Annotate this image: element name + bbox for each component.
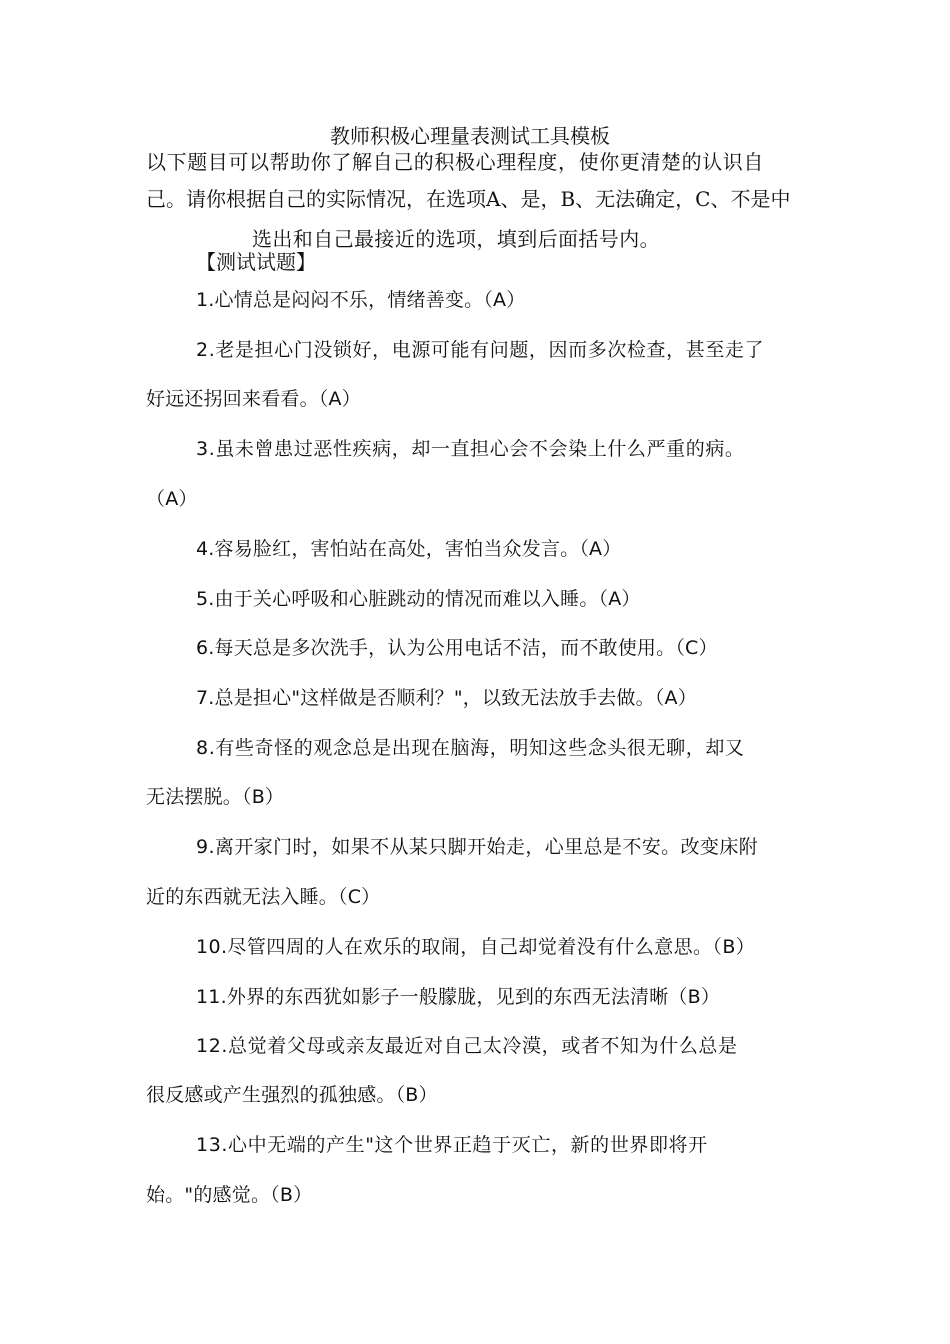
question-11: 11.外界的东西犹如影子一般朦胧，见到的东西无法清晰（B） (196, 986, 721, 1008)
intro-line-1: 以下题目可以帮助你了解自己的积极心理程度，使你更清楚的认识自 (146, 150, 764, 174)
question-2-line-1: 2.老是担心门没锁好，电源可能有问题，因而多次检查，甚至走了 (196, 339, 765, 361)
question-2-line-2: 好远还拐回来看看。（A） (146, 388, 361, 410)
question-13-line-1: 13.心中无端的产生"这个世界正趋于灭亡，新的世界即将开 (196, 1134, 708, 1156)
question-13-line-2: 始。"的感觉。（B） (146, 1184, 313, 1206)
question-10: 10.尽管四周的人在欢乐的取闹，自己却觉着没有什么意思。（B） (196, 936, 756, 958)
question-8-line-1: 8.有些奇怪的观念总是出现在脑海，明知这些念头很无聊，却又 (196, 737, 745, 759)
question-9-line-1: 9.离开家门时，如果不从某只脚开始走，心里总是不安。改变床附 (196, 836, 759, 858)
question-4: 4.容易脸红，害怕站在高处，害怕当众发言。（A） (196, 538, 622, 560)
section-heading: 【测试试题】 (196, 250, 316, 274)
question-6: 6.每天总是多次洗手，认为公用电话不洁，而不敢使用。（C） (196, 637, 718, 659)
question-3-line-2: （A） (146, 488, 198, 510)
question-7: 7.总是担心"这样做是否顺利？"，以致无法放手去做。（A） (196, 687, 697, 709)
question-12-line-2: 很反感或产生强烈的孤独感。（B） (146, 1084, 438, 1106)
question-12-line-1: 12.总觉着父母或亲友最近对自己太冷漠，或者不知为什么总是 (196, 1035, 738, 1057)
question-3-line-1: 3.虽未曾患过恶性疾病，却一直担心会不会染上什么严重的病。 (196, 438, 745, 460)
question-5: 5.由于关心呼吸和心脏跳动的情况而难以入睡。（A） (196, 588, 641, 610)
intro-line-2: 己。请你根据自己的实际情况，在选项A、是，B、无法确定，C、不是中 (146, 187, 791, 211)
intro-line-3: 选出和自己最接近的选项，填到后面括号内。 (252, 227, 660, 251)
question-1: 1.心情总是闷闷不乐，情绪善变。（A） (196, 289, 526, 311)
document-title: 教师积极心理量表测试工具模板 (330, 124, 610, 148)
question-9-line-2: 近的东西就无法入睡。（C） (146, 886, 381, 908)
question-8-line-2: 无法摆脱。（B） (146, 786, 285, 808)
